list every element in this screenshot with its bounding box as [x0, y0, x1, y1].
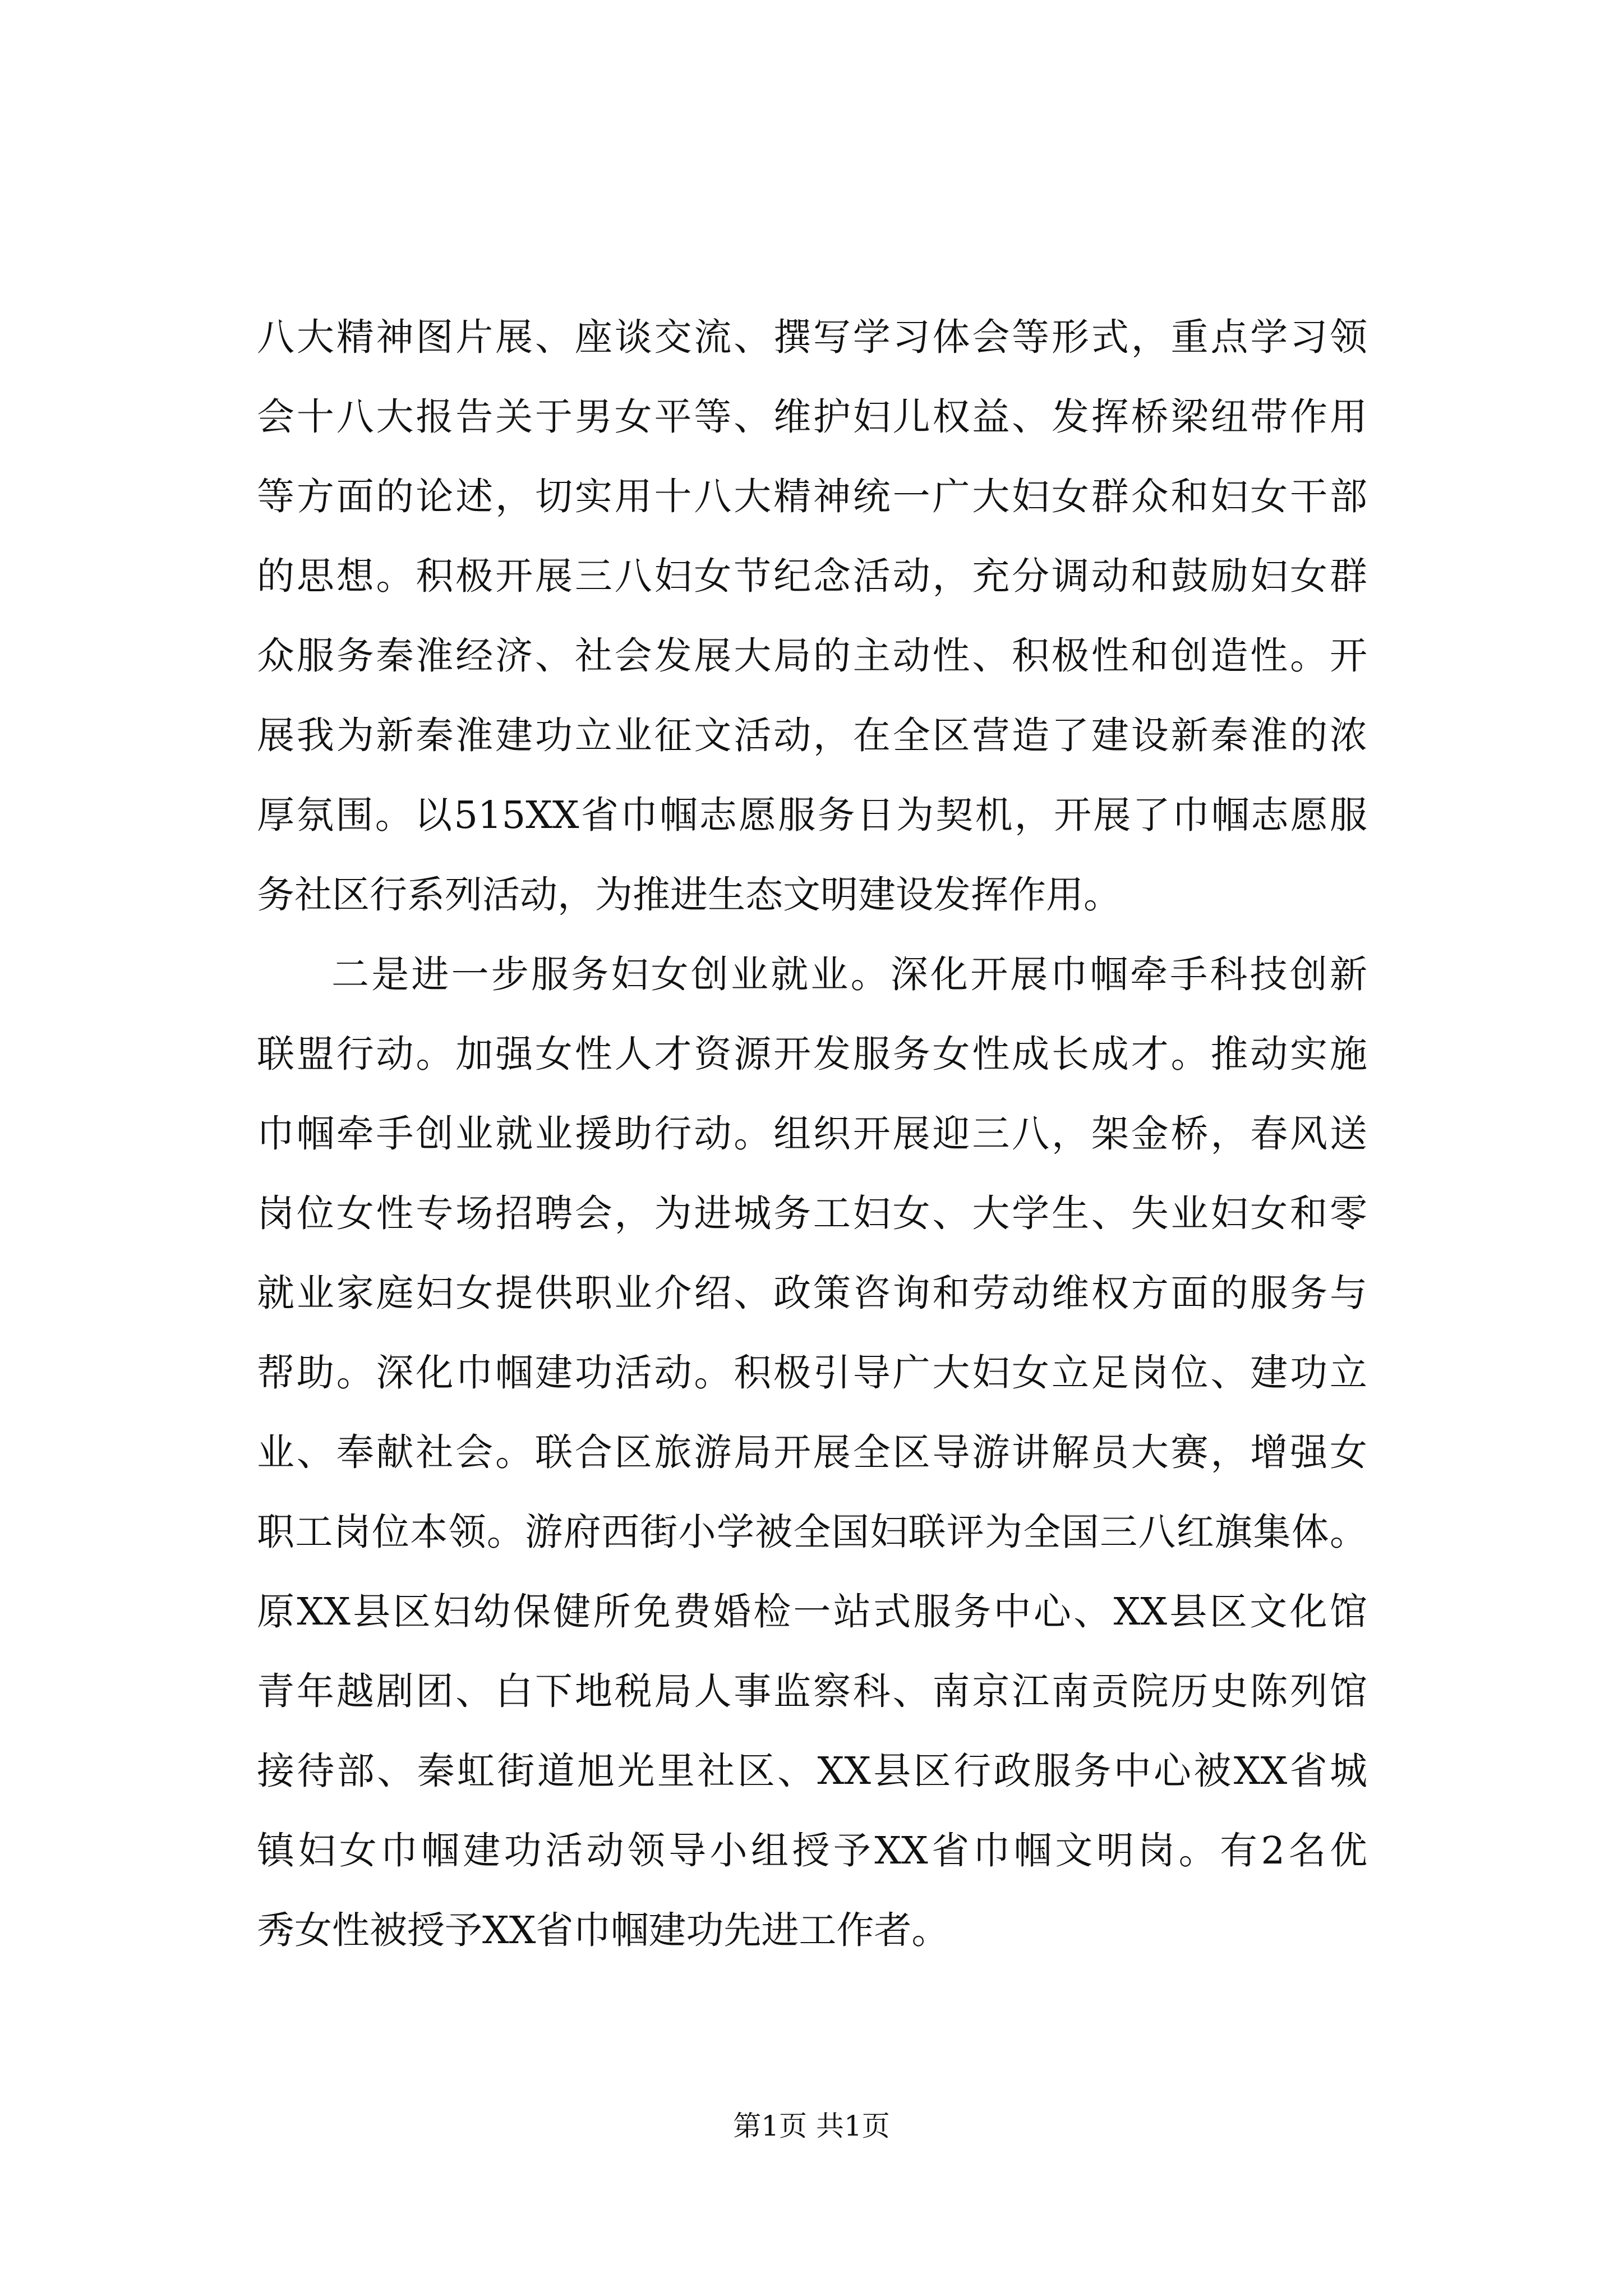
- text-line: 会十八大报告关于男女平等、维护妇儿权益、发挥桥梁纽带作用: [257, 395, 1367, 439]
- text-line: 原XX县区妇幼保健所免费婚检一站式服务中心、XX县区文化馆: [257, 1590, 1367, 1634]
- text-line: 青年越剧团、白下地税局人事监察科、南京江南贡院历史陈列馆: [257, 1669, 1367, 1713]
- text-line: 秀女性被授予XX省巾帼建功先进工作者。: [257, 1908, 949, 1952]
- text-line: 展我为新秦淮建功立业征文活动，在全区营造了建设新秦淮的浓: [257, 714, 1367, 757]
- text-line: 镇妇女巾帼建功活动领导小组授予XX省巾帼文明岗。有2名优: [257, 1829, 1367, 1872]
- text-line: 职工岗位本领。游府西街小学被全国妇联评为全国三八红旗集体。: [257, 1510, 1367, 1554]
- text-line: 就业家庭妇女提供职业介绍、政策咨询和劳动维权方面的服务与: [257, 1271, 1367, 1315]
- text-line: 岗位女性专场招聘会，为进城务工妇女、大学生、失业妇女和零: [257, 1191, 1367, 1235]
- page-number: 第1页 共1页: [733, 2110, 890, 2142]
- text-line: 接待部、秦虹街道旭光里社区、XX县区行政服务中心被XX省城: [257, 1749, 1367, 1793]
- text-line: 业、奉献社会。联合区旅游局开展全区导游讲解员大赛，增强女: [257, 1430, 1367, 1474]
- text-line: 二是进一步服务妇女创业就业。深化开展巾帼牵手科技创新: [331, 953, 1367, 996]
- text-line: 厚氛围。以515XX省巾帼志愿服务日为契机，开展了巾帼志愿服: [257, 793, 1367, 837]
- text-line: 等方面的论述，切实用十八大精神统一广大妇女群众和妇女干部: [257, 475, 1367, 518]
- text-line: 帮助。深化巾帼建功活动。积极引导广大妇女立足岗位、建功立: [257, 1351, 1367, 1395]
- text-line: 的思想。积极开展三八妇女节纪念活动，充分调动和鼓励妇女群: [257, 554, 1367, 598]
- text-line: 八大精神图片展、座谈交流、撰写学习体会等形式，重点学习领: [257, 315, 1367, 359]
- text-line: 联盟行动。加强女性人才资源开发服务女性成长成才。推动实施: [257, 1032, 1367, 1076]
- text-line: 务社区行系列活动，为推进生态文明建设发挥作用。: [257, 873, 1121, 917]
- text-line: 众服务秦淮经济、社会发展大局的主动性、积极性和创造性。开: [257, 634, 1367, 678]
- text-line: 巾帼牵手创业就业援助行动。组织开展迎三八，架金桥，春风送: [257, 1112, 1367, 1156]
